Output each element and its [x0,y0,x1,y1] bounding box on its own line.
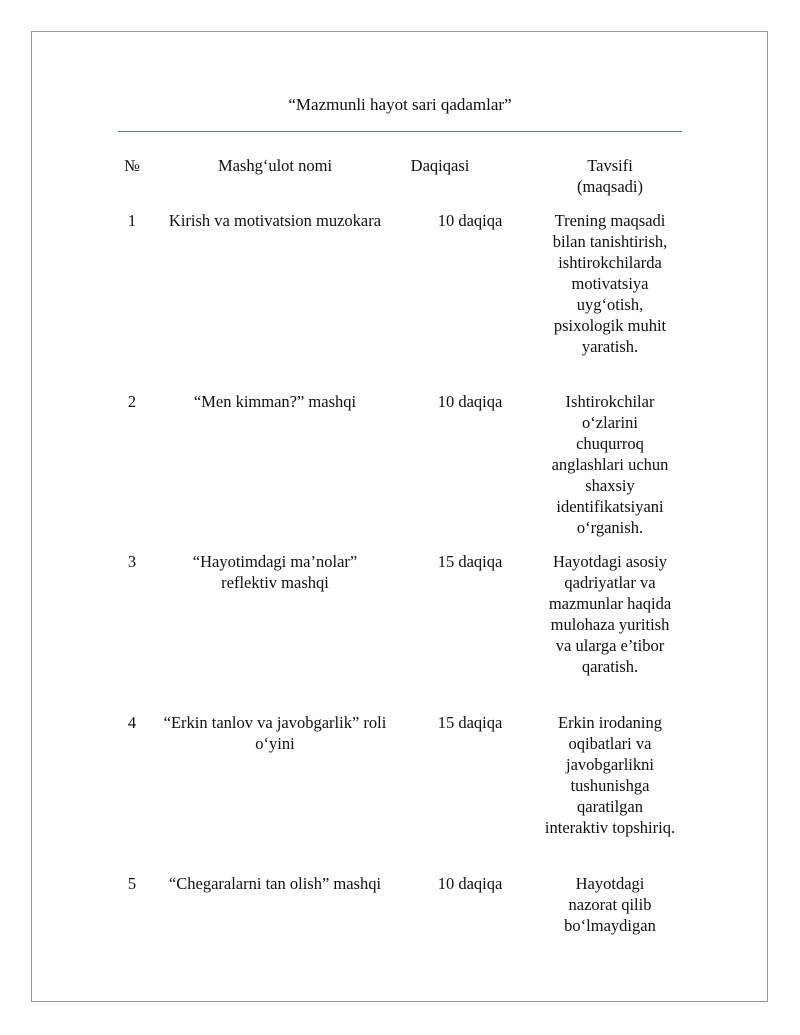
row-4-description [520,712,700,838]
header-minutes: Daqiqasi [410,156,470,175]
row-2-number: 2 [127,392,137,411]
document-title: “Mazmunli hayot sari qadamlar” [288,95,512,114]
row-3-description-text: Hayotdagi asosiy qadriyatlar va mazmunlar haqida mulohaza yuritish va ularga e’tibor qaratish. [548,552,672,676]
row-1-description [520,210,700,357]
row-1-name: Kirish va motivatsion muzokara [168,211,382,230]
row-5-name: “Chegaralarni tan olish” mashqi [168,874,382,893]
header-description [530,155,690,197]
row-3-name [150,551,400,593]
title-underline [118,131,682,132]
row-3-description [520,551,700,677]
row-4-name [150,712,400,754]
row-2-description-text: Ishtirokchilar o‘zlarini chuqurroq anglashlari uchun shaxsiy identifikatsiyani o‘rganish. [551,392,669,537]
row-3-number: 3 [127,552,137,571]
row-1-minutes: 10 daqiqa [437,211,503,230]
header-number: № [124,156,140,175]
row-5-description-text: Hayotdagi nazorat qilib bo‘lmaydigan [564,874,656,935]
row-4-description-text: Erkin irodaning oqibatlari va javobgarlikni tushunishga qaratilgan interaktiv topshiriq. [544,713,676,837]
row-2-name: “Men kimman?” mashqi [193,392,357,411]
row-4-minutes: 15 daqiqa [437,713,503,732]
row-5-description [520,873,700,936]
row-2-description [520,391,700,538]
row-3-name-text: “Hayotimdagi ma’nolar” reflektiv mashqi [192,552,358,592]
row-4-name-text: “Erkin tanlov va javobgarlik” roli o‘yini [163,713,387,753]
row-5-number: 5 [127,874,137,893]
row-1-description-text: Trening maqsadi bilan tanishtirish, ishtirokchilarda motivatsiya uyg‘otish, psixologik muhit yaratish. [552,211,668,356]
header-exercise-name: Mashg‘ulot nomi [217,156,333,175]
row-5-minutes: 10 daqiqa [437,874,503,893]
row-1-number: 1 [127,211,137,230]
row-3-minutes: 15 daqiqa [437,552,503,571]
row-4-number: 4 [127,713,137,732]
row-2-minutes: 10 daqiqa [437,392,503,411]
header-description-text: Tavsifi (maqsadi) [577,156,643,196]
